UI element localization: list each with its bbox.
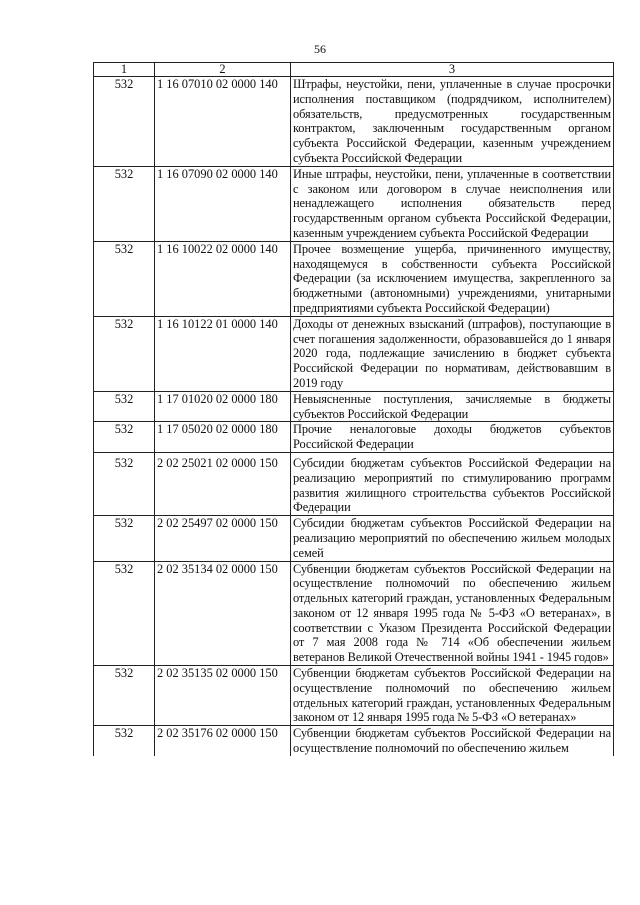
revenue-name-cell: Невыясненные поступления, зачисляемые в бюджеты субъектов Российской Федерации <box>291 391 614 422</box>
budget-code-cell: 1 16 10022 02 0000 140 <box>155 241 291 316</box>
column-header-code: 2 <box>155 63 291 77</box>
column-header-admin: 1 <box>94 63 155 77</box>
admin-code-cell: 532 <box>94 391 155 422</box>
admin-code-cell: 532 <box>94 726 155 756</box>
page-number: 56 <box>314 42 326 56</box>
budget-code-cell: 1 16 07090 02 0000 140 <box>155 166 291 241</box>
revenue-name-cell: Субвенции бюджетам субъектов Российской Федерации на осуществление полномочий по обеспечению жильем отдельных категорий граждан, установленных Федеральным законом от 12 января 1995 года № 5-ФЗ «О ветеранах» <box>291 666 614 726</box>
admin-code-cell: 532 <box>94 166 155 241</box>
revenue-codes-table <box>93 62 614 756</box>
budget-code-cell: 2 02 25021 02 0000 150 <box>155 452 291 515</box>
admin-code-cell: 532 <box>94 561 155 666</box>
revenue-name-cell: Штрафы, неустойки, пени, уплаченные в случае просрочки исполнения поставщиком (подрядчиком, исполнителем) обязательств, предусмотренных государственным контрактом, заключенным государственным органом субъекта Российской Федерации, казенным учреждением субъекта Российской Федерации <box>291 77 614 167</box>
revenue-name-cell: Прочие неналоговые доходы бюджетов субъектов Российской Федерации <box>291 422 614 453</box>
table-row <box>94 166 614 241</box>
revenue-name-cell: Иные штрафы, неустойки, пени, уплаченные в соответствии с законом или договором в случае неисполнения или ненадлежащего исполнения обязательств перед государственным органом субъекта Российской Федерации, казенным учреждением субъекта Российской Федерации <box>291 166 614 241</box>
revenue-name-cell: Субвенции бюджетам субъектов Российской Федерации на осуществление полномочий по обеспечению жильем <box>291 726 614 756</box>
table-row <box>94 561 614 666</box>
admin-code-cell: 532 <box>94 452 155 515</box>
admin-code-cell: 532 <box>94 77 155 167</box>
table-header-row <box>94 63 614 77</box>
admin-code-cell: 532 <box>94 666 155 726</box>
column-header-name: 3 <box>291 63 614 77</box>
table-row <box>94 422 614 453</box>
table-row <box>94 516 614 561</box>
revenue-name-cell: Субсидии бюджетам субъектов Российской Федерации на реализацию мероприятий по стимулированию программ развития жилищного строительства субъектов Российской Федерации <box>291 452 614 515</box>
budget-code-cell: 1 16 10122 01 0000 140 <box>155 316 291 391</box>
table-row <box>94 452 614 515</box>
revenue-name-cell: Субсидии бюджетам субъектов Российской Федерации на реализацию мероприятий по обеспечению жильем молодых семей <box>291 516 614 561</box>
budget-code-cell: 1 17 05020 02 0000 180 <box>155 422 291 453</box>
admin-code-cell: 532 <box>94 241 155 316</box>
budget-code-cell: 2 02 25497 02 0000 150 <box>155 516 291 561</box>
admin-code-cell: 532 <box>94 316 155 391</box>
budget-code-cell: 2 02 35176 02 0000 150 <box>155 726 291 756</box>
budget-code-cell: 2 02 35134 02 0000 150 <box>155 561 291 666</box>
table-row <box>94 666 614 726</box>
admin-code-cell: 532 <box>94 516 155 561</box>
budget-code-cell: 2 02 35135 02 0000 150 <box>155 666 291 726</box>
revenue-name-cell: Субвенции бюджетам субъектов Российской Федерации на осуществление полномочий по обеспечению жильем отдельных категорий граждан, установленных Федеральным законом от 12 января 1995 года № 5-ФЗ «О ветеранах», в соответствии с Указом Президента Российской Федерации от 7 мая 2008 года № 714 «Об обеспечении жильем ветеранов Великой Отечественной войны 1941 - 1945 годов» <box>291 561 614 666</box>
table-row <box>94 77 614 167</box>
table-row <box>94 391 614 422</box>
budget-code-cell: 1 17 01020 02 0000 180 <box>155 391 291 422</box>
table-row <box>94 241 614 316</box>
revenue-name-cell: Доходы от денежных взысканий (штрафов), поступающие в счет погашения задолженности, образовавшейся до 1 января 2020 года, подлежащие зачислению в бюджет субъекта Российской Федерации по нормативам, действовавшим в 2019 году <box>291 316 614 391</box>
admin-code-cell: 532 <box>94 422 155 453</box>
budget-code-cell: 1 16 07010 02 0000 140 <box>155 77 291 167</box>
table-row <box>94 316 614 391</box>
revenue-name-cell: Прочее возмещение ущерба, причиненного имуществу, находящемуся в собственности субъекта Российской Федерации (за исключением имущества, закрепленного за бюджетными (автономными) учреждениями, унитарными предприятиями субъекта Российской Федерации) <box>291 241 614 316</box>
table-row <box>94 726 614 756</box>
